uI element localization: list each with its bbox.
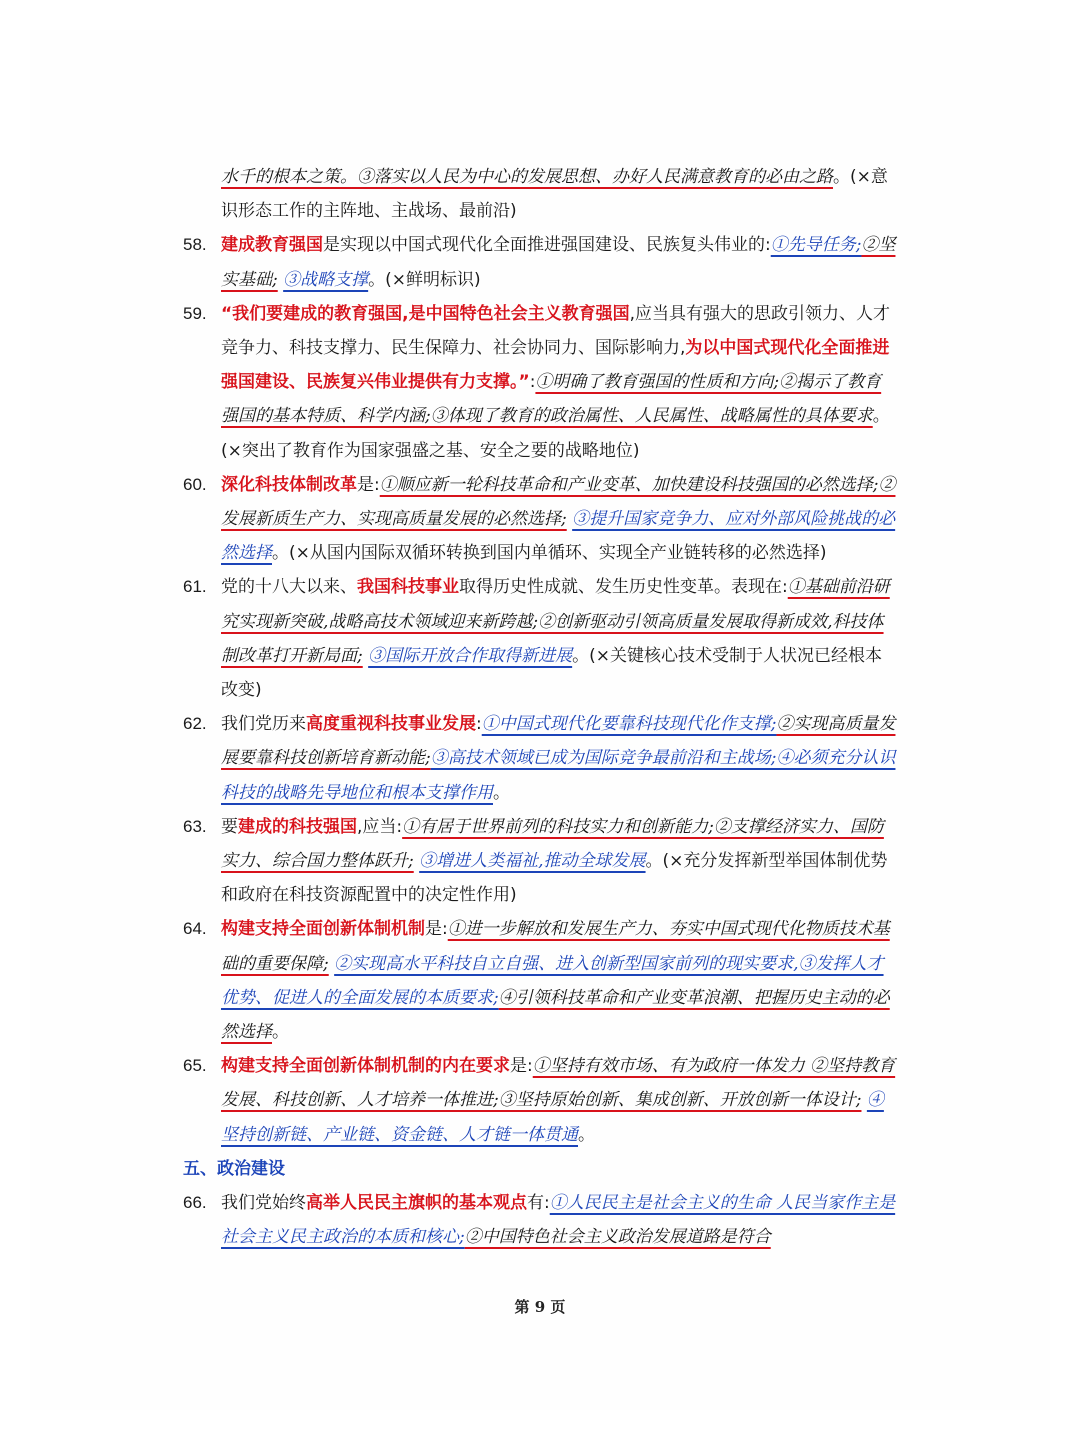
handwritten-note: ①顺应新一轮科技革命和产业变革、加快建设科技强国的必然选择;②发展新质生产力、实现高质量发展的必然选择;	[221, 474, 896, 530]
body-text: 。(×关键核心技术受制于人状况已经根本改变)	[221, 645, 883, 701]
handwritten-note-blue: ③国际开放合作取得新进展	[368, 645, 573, 666]
item-number: 64.	[183, 919, 207, 939]
key-term: 深化科技体制改革	[221, 474, 357, 495]
key-term: 为以中国式现代化全面推进强国建设、民族复兴伟业提供有力支撑。”	[221, 338, 890, 393]
handwritten-note: ②坚实基础;	[221, 235, 896, 290]
handwritten-note: ①明确了教育强国的性质和方向;②揭示了教育强国的基本特质、科学内涵;③体现了教育的政治属性、人民属性、战略属性的具体要求	[221, 372, 882, 427]
handwritten-note-blue: ②实现高水平科技自立自强、进入创新型国家前列的现实要求,③发挥人才优势、促进人的全面发展的本质要求;	[221, 953, 884, 1008]
key-term: 建成教育强国	[221, 235, 323, 256]
body-text: 。	[493, 782, 510, 803]
handwritten-note-blue: ③战略支撑	[283, 269, 369, 290]
body-text: 。(×充分发挥新型举国体制优势和政府在科技资源配置中的决定性作用)	[221, 851, 888, 906]
document-body	[183, 160, 898, 1255]
key-term: 构建支持全面创新体制机制的内在要求	[221, 1056, 510, 1077]
body-text: 。	[272, 1022, 289, 1043]
list-item	[183, 1186, 898, 1254]
body-text: 取得历史性成就、发生历史性变革。表现在:	[459, 577, 788, 598]
handwritten-note-blue: ③高技术领域已成为国际竞争最前沿和主战场;④必须充分认识科技的战略先导地位和根本支撑作用	[221, 748, 896, 803]
handwritten-note: 水千的根本之策。③落实以人民为中心的发展思想、办好人民满意教育的必由之路	[221, 167, 833, 187]
key-term: 建成的科技强国	[238, 816, 357, 837]
list-item	[183, 228, 898, 296]
body-text: 。(×从国内国际双循环转换到国内单循环、实现全产业链转移的必然选择)	[272, 543, 827, 564]
list-item	[183, 810, 898, 913]
body-text: ,应当具有强大的思政引领力、人才竞争力、科技支撑力、民生保障力、社会协同力、国际影响力,	[221, 303, 891, 359]
handwritten-note: ①坚持有效市场、有为政府一体发力 ②坚持教育发展、科技创新、人才培养一体推进;③坚持原始创新、集成创新、开放创新一体设计;	[221, 1056, 896, 1111]
body-text: 是:	[425, 919, 448, 940]
body-text: 是:	[510, 1056, 533, 1077]
section-heading	[183, 1152, 898, 1186]
list-item	[183, 912, 898, 1049]
body-text: ,应当:	[357, 816, 403, 837]
item-number: 62.	[183, 714, 207, 734]
list-item	[183, 570, 898, 707]
list-item	[183, 1049, 898, 1152]
body-text: :	[476, 714, 482, 735]
handwritten-note: ②实现高质量发展要靠科技创新培育新动能;	[221, 714, 896, 769]
body-text: :	[529, 372, 536, 393]
item-number: 59.	[183, 303, 207, 323]
body-text: 是实现以中国式现代化全面推进强国建设、民族复头伟业的:	[323, 235, 771, 256]
handwritten-note: ①基础前沿研究实现新突破,战略高技术领域迎来新跨越;②创新驱动引领高质量发展取得新成效,科技体制改革打开新局面;	[221, 577, 890, 666]
section-title: 五、政治建设	[183, 1158, 285, 1179]
item-number: 65.	[183, 1056, 207, 1076]
body-text: 。(×突出了教育作为国家强盛之基、安全之要的战略地位)	[221, 406, 890, 461]
body-text: 。	[578, 1124, 595, 1145]
handwritten-note-blue: ①人民民主是社会主义的生命 人民当家作主是社会主义民主政治的本质和核心;	[221, 1193, 896, 1248]
list-item	[183, 468, 898, 571]
handwritten-note-blue: ③增进人类福祉,推动全球发展	[419, 851, 646, 872]
body-text: 。(×意识形态工作的主阵地、主战场、最前沿)	[221, 167, 888, 222]
list-item-continuation	[183, 160, 898, 228]
body-text: 党的十八大以来、	[221, 577, 357, 598]
body-text: 要	[221, 816, 238, 837]
handwritten-note: ②中国特色社会主义政治发展道路是符合	[464, 1227, 771, 1248]
item-number: 58.	[183, 235, 207, 255]
list-item	[183, 707, 898, 810]
body-text: 。(×鲜明标识)	[368, 269, 481, 290]
body-text: 有:	[527, 1193, 550, 1214]
item-number: 60.	[183, 474, 207, 494]
body-text: 是:	[357, 474, 380, 495]
handwritten-note: ④引领科技革命和产业变革浪潮、把握历史主动的必然选择	[221, 987, 890, 1043]
key-term: 高举人民民主旗帜的基本观点	[306, 1193, 527, 1214]
item-number: 63.	[183, 816, 207, 836]
key-term: “我们要建成的教育强国,是中国特色社会主义教育强国	[221, 303, 630, 324]
handwritten-note-blue: ①中国式现代化要靠科技现代化作支撑;	[481, 714, 777, 735]
handwritten-note-blue: ①先导任务;	[770, 235, 862, 256]
handwritten-note: ①有居于世界前列的科技实力和创新能力;②支撑经济实力、国防实力、综合国力整体跃升;	[221, 816, 884, 872]
handwritten-note: ①进一步解放和发展生产力、夯实中国式现代化物质技术基础的重要保障;	[221, 919, 890, 974]
key-term: 高度重视科技事业发展	[306, 714, 476, 735]
handwritten-note-blue: ③提升国家竞争力、应对外部风险挑战的必然选择	[221, 509, 896, 564]
body-text: 我们党历来	[221, 714, 306, 735]
key-term: 我国科技事业	[357, 577, 459, 598]
handwritten-note-blue: ④坚持创新链、产业链、资金链、人才链一体贯通	[221, 1090, 884, 1145]
list-item	[183, 297, 898, 468]
item-number: 61.	[183, 577, 207, 597]
key-term: 构建支持全面创新体制机制	[221, 919, 425, 940]
page-number: 第 9 页	[514, 1298, 566, 1316]
body-text: 我们党始终	[221, 1193, 306, 1214]
item-number: 66.	[183, 1193, 207, 1213]
